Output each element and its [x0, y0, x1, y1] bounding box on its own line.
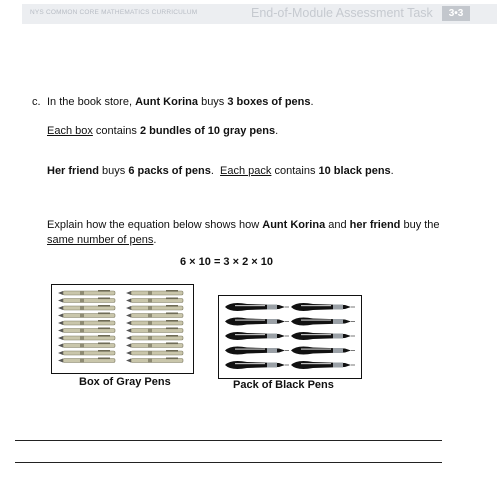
curriculum-label: NYS COMMON CORE MATHEMATICS CURRICULUM [30, 9, 198, 16]
gray-pen-icon [58, 290, 115, 295]
text-segment: 3 boxes of pens [227, 96, 311, 108]
gray-pen-icon [58, 313, 115, 318]
text-segment: Aunt Korina [135, 96, 199, 108]
gray-pen-icon [126, 350, 183, 355]
gray-pen-icon [58, 305, 115, 310]
gray-pen-icon [58, 335, 115, 340]
black-pens-pack [218, 295, 362, 379]
black-pen-icon [291, 361, 355, 369]
question-label: c. [32, 96, 41, 108]
black-pen-icon [291, 332, 355, 340]
gray-pen-icon [126, 358, 183, 363]
black-pen-icon [225, 347, 289, 355]
gray-pen-icon [58, 328, 115, 333]
page-header [22, 4, 497, 24]
question-line-5 [47, 233, 156, 247]
text-segment: 10 black pens [318, 165, 391, 177]
question-line-3 [47, 164, 394, 178]
text-segment: Each pack [220, 165, 272, 177]
text-segment: Each box [47, 125, 93, 137]
gray-pen-icon [58, 320, 115, 325]
gray-pen-icon [58, 298, 115, 303]
text-segment: Aunt Korina [262, 219, 326, 231]
text-segment: Her friend [47, 165, 99, 177]
black-pen-icon [225, 318, 289, 326]
gray-pen-icon [126, 290, 183, 295]
text-segment: Explain how the equation below shows how [47, 219, 263, 231]
text-segment: contains [271, 165, 319, 177]
text-segment: and [325, 219, 350, 231]
text-segment: contains [92, 125, 140, 137]
black-pens-illustration [219, 296, 361, 378]
text-segment: . [390, 165, 394, 177]
gray-pens-illustration [52, 285, 193, 373]
equation: 6 × 10 = 3 × 2 × 10 [180, 256, 273, 268]
black-pen-icon [291, 303, 355, 311]
question-line-2 [47, 124, 278, 138]
module-badge: 3•3 [442, 6, 470, 21]
black-pen-icon [225, 361, 289, 369]
black-pen-icon [291, 318, 355, 326]
gray-pen-icon [126, 313, 183, 318]
text-segment: her friend [349, 219, 401, 231]
black-pen-icon [225, 303, 289, 311]
gray-pen-icon [126, 298, 183, 303]
text-segment: . [210, 165, 221, 177]
text-segment: buys [98, 165, 129, 177]
text-segment: buys [198, 96, 228, 108]
gray-pen-icon [126, 305, 183, 310]
text-segment: . [153, 234, 157, 246]
text-segment: 2 bundles of 10 gray pens [139, 125, 276, 137]
gray-box-caption: Box of Gray Pens [79, 376, 171, 388]
question-line-1 [47, 95, 314, 109]
black-pen-icon [291, 347, 355, 355]
text-segment: . [310, 96, 314, 108]
gray-pens-box [51, 284, 194, 374]
gray-pen-icon [126, 335, 183, 340]
gray-pen-icon [126, 343, 183, 348]
text-segment: same number of pens [47, 234, 154, 246]
gray-pen-icon [58, 350, 115, 355]
gray-pen-icon [58, 343, 115, 348]
text-segment: buy the [400, 219, 440, 231]
black-pen-icon [225, 332, 289, 340]
gray-pen-icon [126, 328, 183, 333]
question-line-4 [47, 218, 440, 232]
answer-line[interactable] [15, 462, 442, 463]
answer-line[interactable] [15, 440, 442, 441]
task-title: End-of-Module Assessment Task [251, 6, 433, 20]
text-segment: 6 packs of pens [128, 165, 211, 177]
gray-pen-icon [126, 320, 183, 325]
text-segment: In the book store, [47, 96, 136, 108]
black-pack-caption: Pack of Black Pens [233, 379, 334, 391]
gray-pen-icon [58, 358, 115, 363]
text-segment: . [275, 125, 279, 137]
